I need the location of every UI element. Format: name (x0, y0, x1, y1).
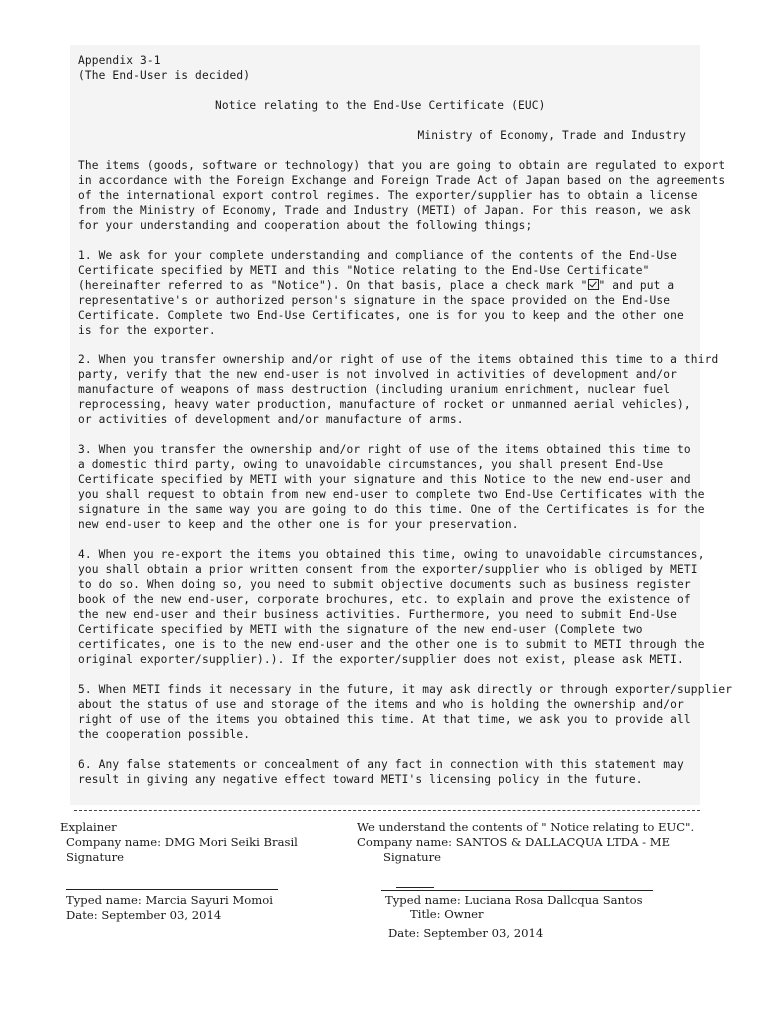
item-3 (78, 442, 705, 532)
end-user-condition: (The End-User is decided) (78, 69, 251, 82)
notice-title: Notice relating to the End-Use Certificate (EUC) (215, 99, 546, 112)
explainer-typed-name: Typed name: Marcia Sayuri Momoi (66, 893, 273, 907)
item-line: reprocessing, heavy water production, manufacture of rocket or unmanned aerial vehicles), (78, 398, 691, 411)
item-line: Certificate specified by METI with your signature and this Notice to the new end-user and (78, 473, 691, 486)
item-6 (78, 757, 690, 787)
item-line: 4. When you re-export the items you obtained this time, owing to unavoidable circumstances, (78, 548, 705, 561)
section-separator (74, 810, 700, 811)
item-4 (78, 547, 705, 667)
item-line: result in giving any negative effect toward METI's licensing policy in the future. (78, 773, 643, 786)
end-user-signature-line (381, 890, 653, 891)
item-5 (78, 682, 733, 742)
end-user-signature-label: Signature (383, 850, 441, 864)
item-line-text: (hereinafter referred to as "Notice"). On that basis, place a check mark " (78, 279, 588, 292)
item-line: Certificate. Complete two End-Use Certificates, one is for you to keep and the other one (78, 309, 684, 322)
item-line: Certificate specified by METI with the signature of the new end-user (Complete two (78, 623, 643, 636)
item-line: signature in the same way you are going to do this time. One of the Certificates is for the (78, 503, 705, 516)
end-user-acknowledgement: We understand the contents of " Notice relating to EUC". (357, 820, 695, 834)
item-line: you shall obtain a prior written consent from the exporter/supplier who is obliged by METI (78, 563, 698, 576)
end-user-title: Title: Owner (410, 907, 484, 921)
intro-line: in accordance with the Foreign Exchange and Foreign Trade Act of Japan based on the agreements (78, 174, 726, 187)
intro-line: The items (goods, software or technology) that you are going to obtain are regulated to export (78, 159, 726, 172)
explainer-date: Date: September 03, 2014 (66, 908, 222, 922)
checkmark-box-icon (588, 279, 599, 290)
intro-line: from the Ministry of Economy, Trade and Industry (METI) of Japan. For this reason, we ask (78, 204, 691, 217)
explainer-signature-line (66, 889, 278, 890)
item-line: or activities of development and/or manufacture of arms. (78, 413, 464, 426)
item-1 (78, 248, 690, 338)
item-line: you shall request to obtain from new end-user to complete two End-Use Certificates with the (78, 488, 705, 501)
item-line: the new end-user and their business activities. Furthermore, you need to submit End-Use (78, 608, 678, 621)
item-line: representative's or authorized person's signature in the space provided on the End-Use (78, 294, 671, 307)
item-line: about the status of use and storage of the items and who is holding the ownership and/or (78, 698, 684, 711)
intro-paragraph (78, 158, 726, 233)
item-line: to do so. When doing so, you need to submit objective documents such as business register (78, 578, 691, 591)
explainer-signature-label: Signature (66, 850, 124, 864)
appendix-label: Appendix 3-1 (78, 54, 161, 67)
item-line-text: " and put a (598, 279, 675, 292)
item-line: Certificate specified by METI and this "Notice relating to the End-Use Certificate" (78, 264, 650, 277)
item-line: 3. When you transfer the ownership and/or right of use of the items obtained this time to (78, 443, 691, 456)
ministry-name: Ministry of Economy, Trade and Industry (417, 129, 686, 142)
item-line: 1. We ask for your complete understanding and compliance of the contents of the End-Use (78, 249, 678, 262)
item-line: right of use of the items you obtained this time. At that time, we ask you to provide all (78, 713, 691, 726)
explainer-label: Explainer (60, 820, 117, 834)
item-line: new end-user to keep and the other one is for your preservation. (78, 518, 519, 531)
end-user-company-name: Company name: SANTOS & DALLACQUA LTDA - ME (357, 835, 671, 849)
item-line: certificates, one is to the new end-user and the other one is to submit to METI through the (78, 638, 705, 651)
item-2 (78, 352, 719, 427)
item-line: manufacture of weapons of mass destruction (including uranium enrichment, nuclear fuel (78, 383, 671, 396)
item-line: 6. Any false statements or concealment of any fact in connection with this statement may (78, 758, 684, 771)
item-line: original exporter/supplier).). If the exporter/supplier does not exist, please ask METI. (78, 653, 684, 666)
intro-line: for your understanding and cooperation about the following things; (78, 219, 533, 232)
end-user-typed-name: Typed name: Luciana Rosa Dallcqua Santos (385, 893, 643, 907)
item-line: book of the new end-user, corporate brochures, etc. to explain and prove the existence of (78, 593, 691, 606)
item-line: the cooperation possible. (78, 728, 251, 741)
item-line (78, 278, 690, 293)
end-user-date: Date: September 03, 2014 (388, 926, 544, 940)
item-line: a domestic third party, owing to unavoidable circumstances, you shall present End-Use (78, 458, 664, 471)
item-line: is for the exporter. (78, 324, 216, 337)
intro-line: of the international export control regimes. The exporter/supplier has to obtain a license (78, 189, 698, 202)
explainer-company-name: Company name: DMG Mori Seiki Brasil (66, 835, 298, 849)
signature-mark (396, 887, 434, 888)
item-line: 2. When you transfer ownership and/or right of use of the items obtained this time to a third (78, 353, 719, 366)
item-line: 5. When METI finds it necessary in the future, it may ask directly or through exporter/supplier (78, 683, 733, 696)
item-line: party, verify that the new end-user is not involved in activities of development and/or (78, 368, 678, 381)
